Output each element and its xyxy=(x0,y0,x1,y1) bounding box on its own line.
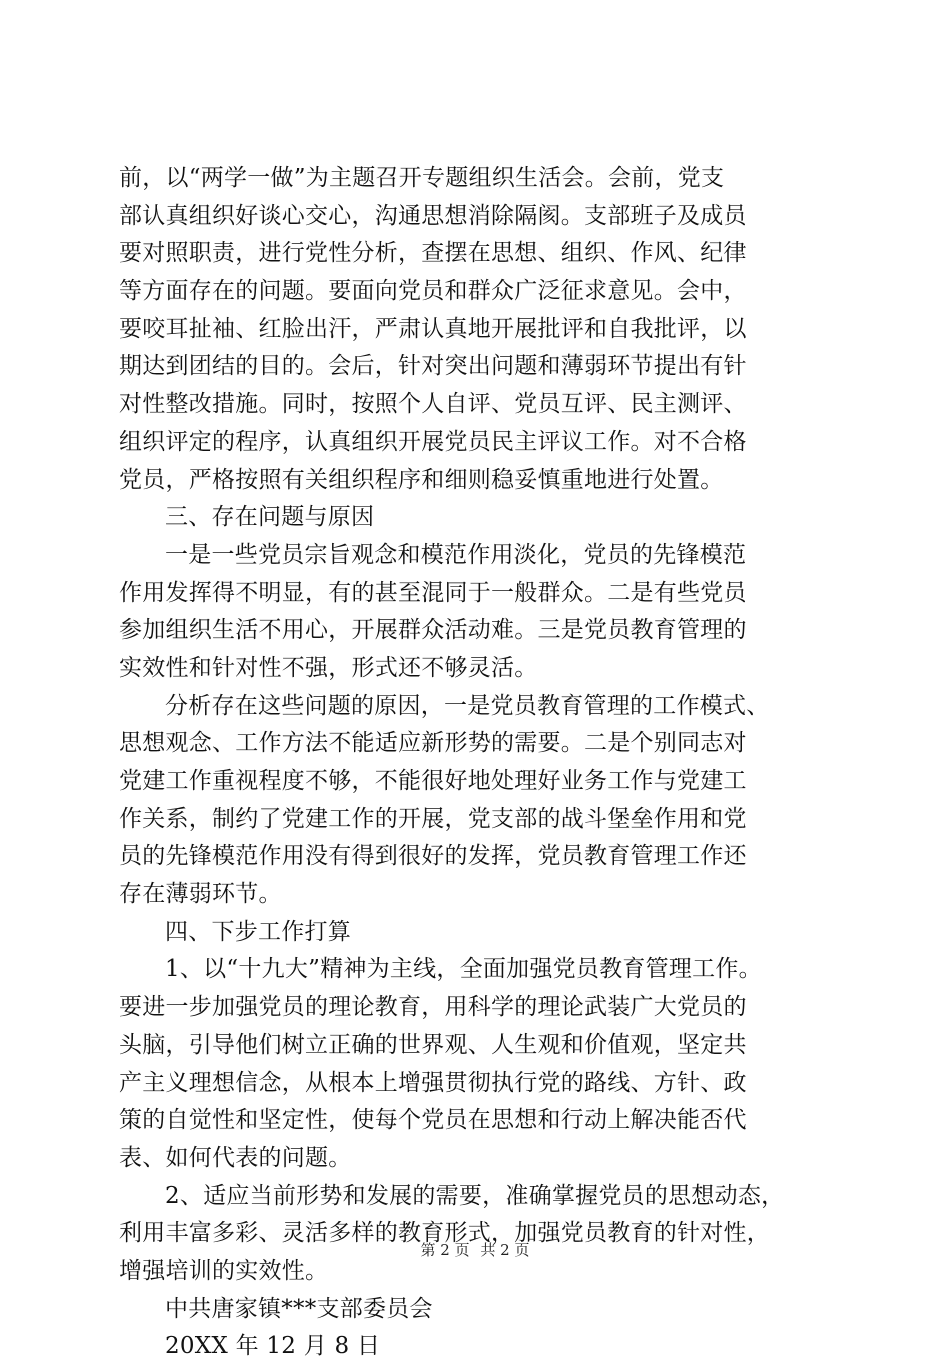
text-line: 作关系，制约了党建工作的开展，党支部的战斗堡垒作用和党 xyxy=(119,805,747,832)
text-line: 组织评定的程序，认真组织开展党员民主评议工作。对不合格 xyxy=(119,428,747,455)
text-line: 分析存在这些问题的原因，一是党员教育管理的工作模式、 xyxy=(165,692,770,719)
text-line: 要咬耳扯袖、红脸出汗，严肃认真地开展批评和自我批评，以 xyxy=(119,315,747,342)
text-line: 思想观念、工作方法不能适应新形势的需要。二是个别同志对 xyxy=(119,730,747,757)
text-line: 增强培训的实效性。 xyxy=(119,1257,329,1284)
text-line: 党建工作重视程度不够，不能很好地处理好业务工作与党建工 xyxy=(119,768,747,794)
text-line: 党员，严格按照有关组织程序和细则稳妥慎重地进行处置。 xyxy=(119,466,724,493)
text-line: 存在薄弱环节。 xyxy=(119,881,282,908)
text-line: 实效性和针对性不强，形式还不够灵活。 xyxy=(119,654,538,681)
text-line: 等方面存在的问题。要面向党员和群众广泛征求意见。会中， xyxy=(119,278,747,305)
page-total: 共 2 页 xyxy=(480,1241,530,1259)
text-line: 作用发挥得不明显，有的甚至混同于一般群众。二是有些党员 xyxy=(119,579,747,606)
document-body xyxy=(119,160,839,1366)
page-footer xyxy=(0,1240,950,1260)
text-line: 产主义理想信念，从根本上增强贯彻执行党的路线、方针、政 xyxy=(119,1069,747,1096)
text-line: 部认真组织好谈心交心，沟通思想消除隔阂。支部班子及成员 xyxy=(119,202,747,229)
text-line: 员的先锋模范作用没有得到很好的发挥，党员教育管理工作还 xyxy=(119,843,747,870)
signature-organization: 中共唐家镇***支部委员会 xyxy=(165,1295,433,1322)
signature-date: 20XX 年 12 月 8 日 xyxy=(165,1333,381,1360)
text-line: 2、适应当前形势和发展的需要，准确掌握党员的思想动态， xyxy=(165,1182,785,1209)
text-line: 1、以“十九大”精神为主线，全面加强党员教育管理工作。 xyxy=(165,956,762,983)
text-line: 前，以“两学一做”为主题召开专题组织生活会。会前，党支 xyxy=(119,165,725,191)
text-line: 一是一些党员宗旨观念和模范作用淡化，党员的先锋模范 xyxy=(165,541,747,568)
text-line: 表、如何代表的问题。 xyxy=(119,1144,352,1171)
text-line: 要进一步加强党员的理论教育，用科学的理论武装广大党员的 xyxy=(119,994,747,1021)
text-line: 对性整改措施。同时，按照个人自评、党员互评、民主测评、 xyxy=(119,391,747,418)
text-line: 利用丰富多彩、灵活多样的教育形式，加强党员教育的针对性， xyxy=(119,1220,770,1247)
page-number: 第 2 页 xyxy=(420,1241,470,1259)
text-line: 参加组织生活不用心，开展群众活动难。三是党员教育管理的 xyxy=(119,617,747,644)
text-line: 策的自觉性和坚定性，使每个党员在思想和行动上解决能否代 xyxy=(119,1107,747,1134)
text-line: 头脑，引导他们树立正确的世界观、人生观和价值观，坚定共 xyxy=(119,1031,747,1058)
text-line: 期达到团结的目的。会后，针对突出问题和薄弱环节提出有针 xyxy=(119,353,747,380)
text-line: 要对照职责，进行党性分析，查摆在思想、组织、作风、纪律 xyxy=(119,240,747,267)
section-heading: 三、存在问题与原因 xyxy=(165,504,375,531)
section-heading: 四、下步工作打算 xyxy=(165,918,351,945)
